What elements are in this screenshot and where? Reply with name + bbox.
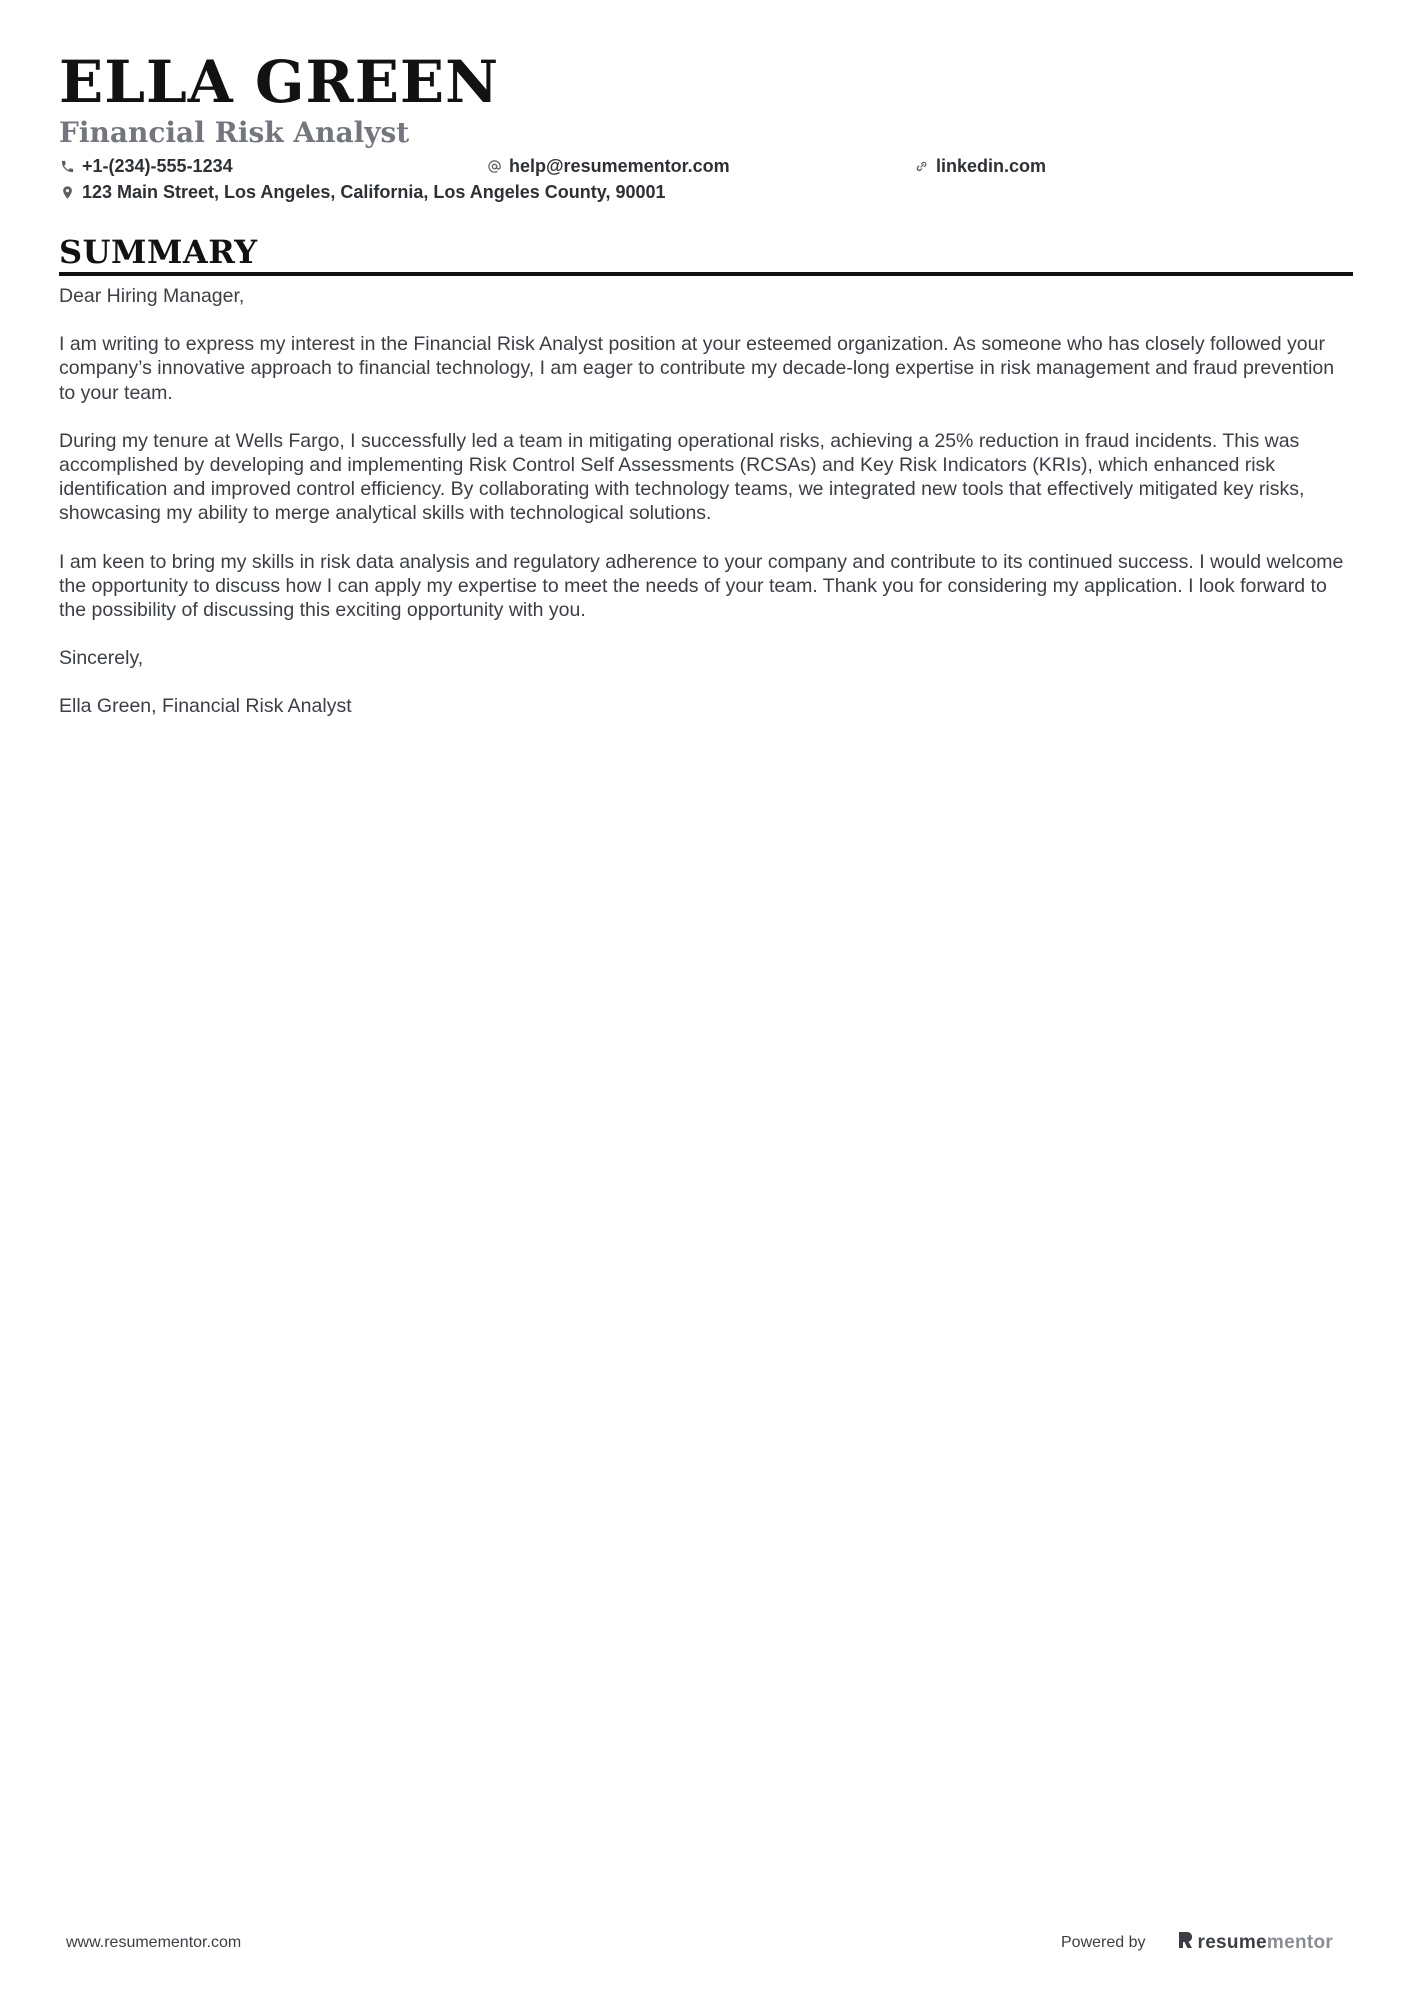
contact-phone [59, 156, 486, 177]
signature: Ella Green, Financial Risk Analyst [59, 695, 352, 718]
resumementor-logo-icon [1176, 1930, 1194, 1956]
contact-row-2 [59, 179, 1353, 205]
address-text: 123 Main Street, Los Angeles, California, Los Angeles County, 90001 [82, 181, 666, 202]
paragraph-1: I am writing to express my interest in the Financial Risk Analyst position at your esteemed organization. As someone who has closely followed your company’s innovative approach to financial technology, I am eager to contribute my decade-long expertise in risk management and fraud prevention to your team. [59, 333, 1335, 404]
job-title: Financial Risk Analyst [59, 116, 410, 149]
at-icon [486, 158, 503, 175]
brand-name-part1: resume [1197, 1932, 1267, 1953]
contact-row-1 [59, 153, 1353, 179]
contact-linkedin [913, 156, 1046, 177]
contact-address [59, 182, 666, 203]
contact-email [486, 156, 913, 177]
linkedin-link[interactable]: linkedin.com [936, 155, 1047, 176]
closing: Sincerely, [59, 647, 144, 670]
phone-icon [59, 158, 76, 175]
footer-website[interactable]: www.resumementor.com [66, 1934, 242, 1951]
candidate-name: ELLA GREEN [59, 48, 500, 116]
paragraph-2: During my tenure at Wells Fargo, I successfully led a team in mitigating operational risks, achieving a 25% reduction in fraud incidents. This was accomplished by developing and implementing Risk Control Self Assessments (RCSAs) and Key Risk Indicators (KRIs), which enhanced risk identification and improved control efficiency. By collaborating with technology teams, we integrated new tools that effectively mitigated key risks, showcasing my ability to merge analytical skills with technological solutions. [59, 429, 1305, 525]
summary-heading: SUMMARY [59, 233, 258, 271]
footer-branding [1061, 1930, 1333, 1956]
greeting: Dear Hiring Manager, [59, 285, 245, 307]
email-link[interactable]: help@resumementor.com [509, 155, 730, 176]
link-icon [913, 158, 930, 175]
section-divider [59, 272, 1353, 276]
cover-letter-body [59, 284, 1353, 719]
phone-text: +1-(234)-555-1234 [82, 155, 233, 176]
brand-logo[interactable] [1176, 1930, 1334, 1956]
resume-page [59, 48, 1353, 743]
brand-name-part2: mentor [1266, 1932, 1334, 1953]
map-pin-icon [59, 184, 76, 201]
powered-by-label: Powered by [1061, 1934, 1146, 1951]
paragraph-3: I am keen to bring my skills in risk data analysis and regulatory adherence to your company and contribute to its continued success. I would welcome the opportunity to discuss how I can apply my expertise to meet the needs of your team. Thank you for considering my application. I look forward to the possibility of discussing this exciting opportunity with you. [59, 550, 1344, 622]
